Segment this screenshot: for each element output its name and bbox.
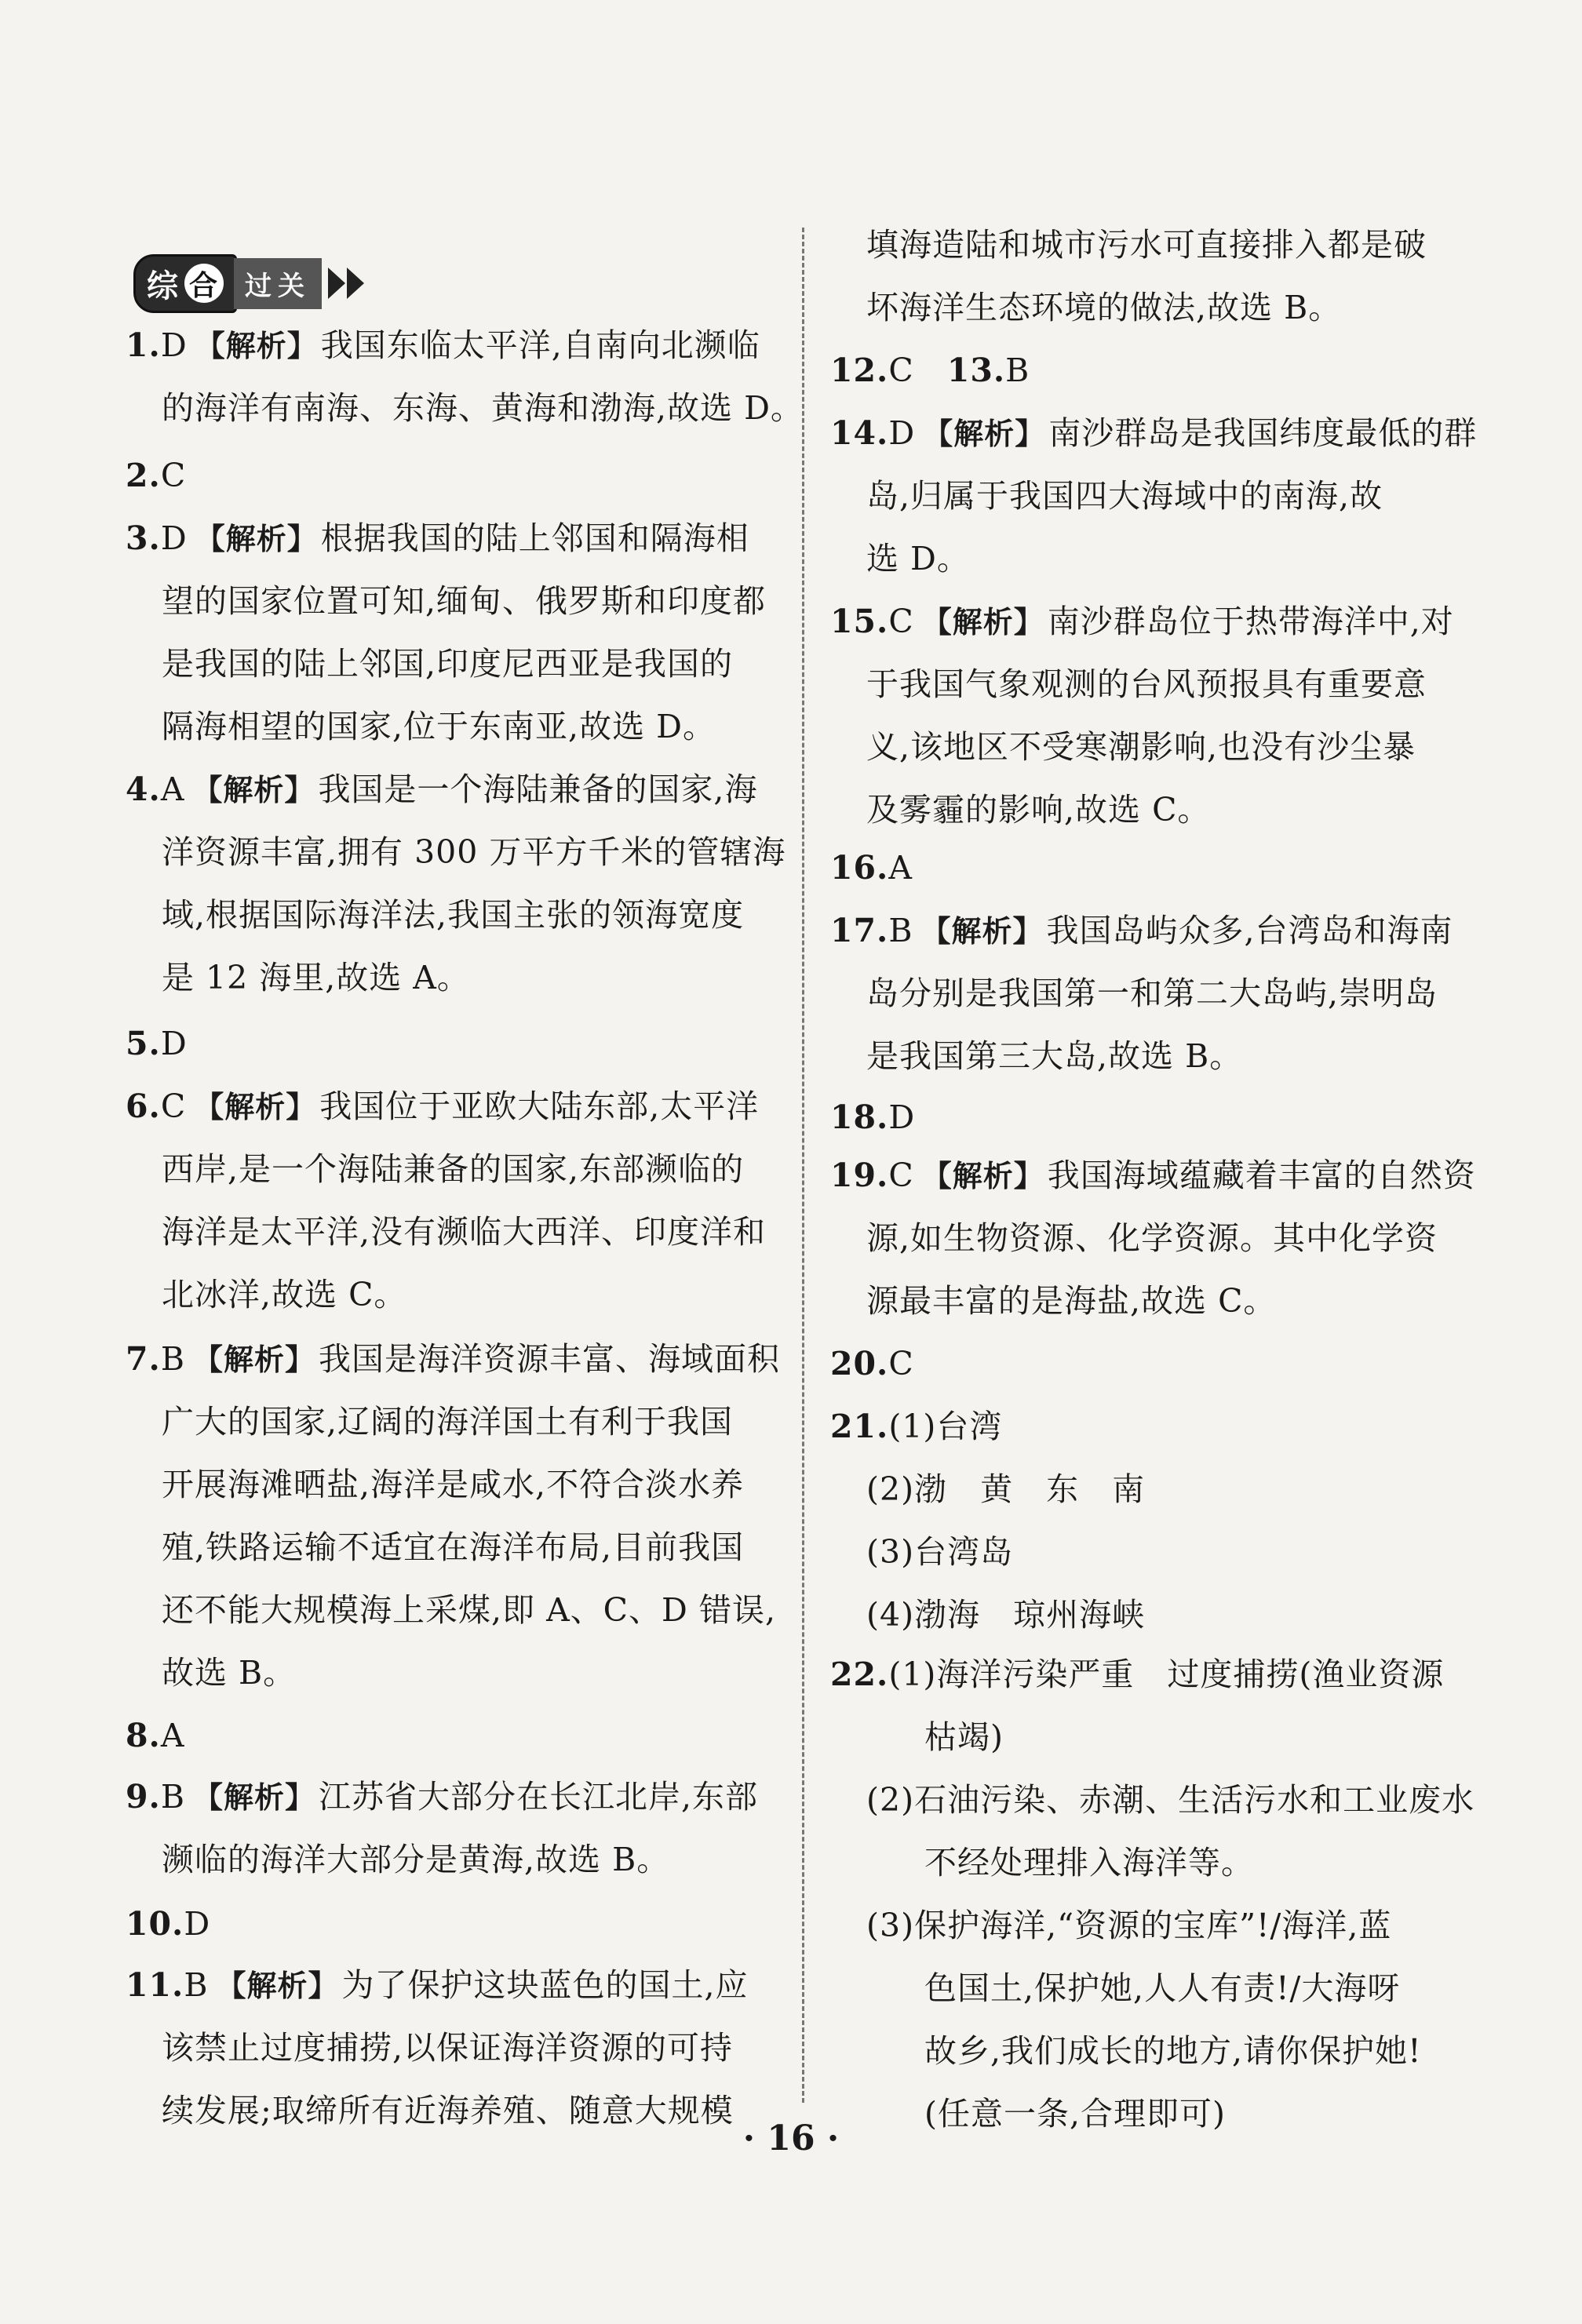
answer-6: 6.C 【解析】我国位于亚欧大陆东部,太平洋 西岸,是一个海陆兼备的国家,东部濒临的 海洋是太平洋,没有濒临大西洋、印度洋和 北冰洋,故选 C。 [126, 1087, 767, 1313]
answer-11: 11.B 【解析】为了保护这块蓝色的国土,应 该禁止过度捕捞,以保证海洋资源的可持 续发展;取缔所有近海养殖、随意大规模 [126, 1966, 749, 2129]
answer-20: 20.C [830, 1345, 914, 1382]
answer-16: 16.A [830, 849, 913, 887]
answer-14: 14.D 【解析】南沙群岛是我国纬度最低的群 岛,归属于我国四大海域中的南海,故 选 D。 [830, 414, 1478, 577]
answer-17: 17.B 【解析】我国岛屿众多,台湾岛和海南 岛分别是我国第一和第二大岛屿,崇明岛 是我国第三大岛,故选 B。 [830, 912, 1453, 1075]
answer-9: 9.B 【解析】江苏省大部分在长江北岸,东部 濒临的海洋大部分是黄海,故选 B。 [126, 1778, 759, 1878]
column-divider [802, 228, 804, 2103]
section-header-zonghe-guoguan [133, 256, 366, 311]
answer-2: 2.C [126, 457, 187, 494]
section-title-char-2: 合 [184, 264, 224, 303]
answer-10: 10.D [126, 1905, 211, 1943]
page-number: · 16 · [742, 2118, 840, 2158]
answer-18: 18.D [830, 1098, 916, 1136]
answer-8: 8.A [126, 1717, 185, 1754]
answer-3: 3.D 【解析】根据我国的陆上邻国和隔海相 望的国家位置可知,缅甸、俄罗斯和印度都 是我国的陆上邻国,印度尼西亚是我国的 隔海相望的国家,位于东南亚,故选 D。 [126, 519, 767, 745]
section-title-char-1: 综 [147, 268, 180, 304]
answer-1: 1.D 【解析】我国东临太平洋,自南向北濒临 的海洋有南海、东海、黄海和渤海,故选 D。 [126, 326, 804, 427]
section-title-sub: 过关 [234, 258, 322, 309]
answer-12-13: 12.C 13.B [830, 352, 1030, 389]
answer-19: 19.C 【解析】我国海域蕴藏着丰富的自然资 源,如生物资源、化学资源。其中化学资 源最丰富的是海盐,故选 C。 [830, 1157, 1476, 1320]
answer-21: 21.(1)台湾 (2)渤 黄 东 南 (3)台湾岛 (4)渤海 琼州海峡 [830, 1408, 1146, 1634]
answer-4: 4.A 【解析】我国是一个海陆兼备的国家,海 洋资源丰富,拥有 300 万平方千米的管辖海 域,根据国际海洋法,我国主张的领海宽度 是 12 海里,故选 A。 [126, 770, 786, 996]
answer-15: 15.C 【解析】南沙群岛位于热带海洋中,对 于我国气象观测的台风预报具有重要意 义,该地区不受寒潮影响,也没有沙尘暴 及雾霾的影响,故选 C。 [830, 603, 1454, 829]
answer-11-continued: 填海造陆和城市污水可直接排入都是破 坏海洋生态环境的做法,故选 B。 [866, 226, 1427, 326]
double-arrow-icon [328, 268, 366, 299]
answer-7: 7.B 【解析】我国是海洋资源丰富、海域面积 广大的国家,辽阔的海洋国土有利于我国 开展海滩晒盐,海洋是咸水,不符合淡水养 殖,铁路运输不适宜在海洋布局,目前我国 还不能大规模海上采煤,即 A、C、D 错误, 故选 B。 [126, 1340, 780, 1692]
section-title-badge [133, 254, 237, 313]
answer-5: 5.D [126, 1025, 188, 1062]
answer-22: 22.(1)海洋污染严重 过度捕捞(渔业资源 枯竭) (2)石油污染、赤潮、生活污水和工业废水 不经处理排入海洋等。 (3)保护海洋,“资源的宝库”!/海洋,蓝 色国土,保护她,人人有责!/大海呀 故乡,我们成长的地方,请你保护她! (任意一条,合理即可) [830, 1656, 1475, 2133]
